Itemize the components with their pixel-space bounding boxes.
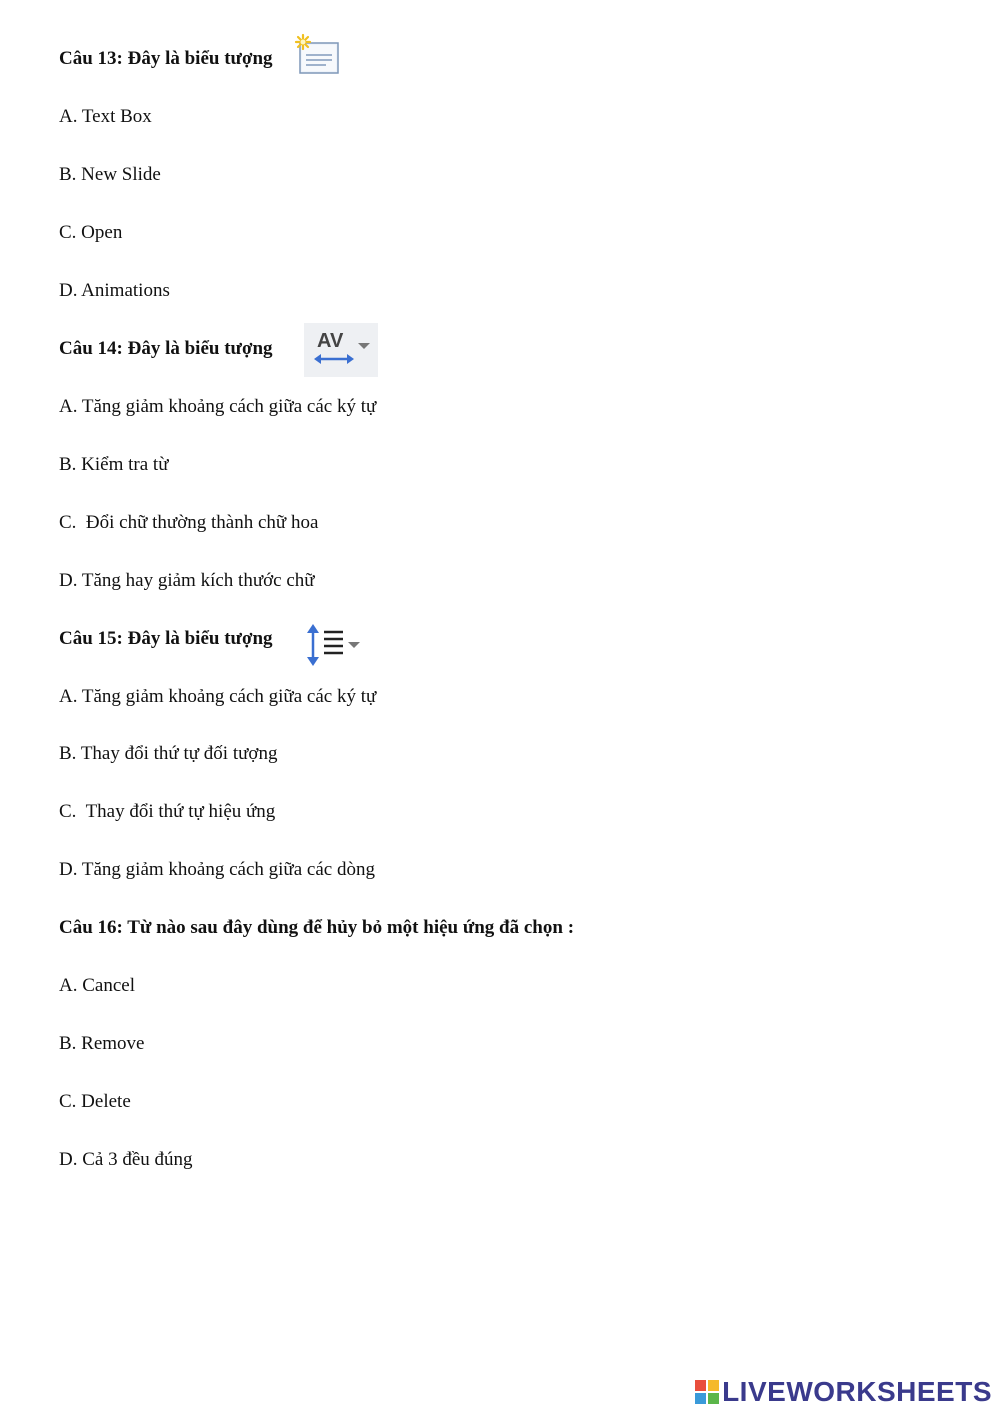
question-13-option-b[interactable]: B. New Slide: [59, 164, 161, 185]
question-14-option-b[interactable]: B. Kiểm tra từ: [59, 454, 169, 475]
liveworksheets-logo[interactable]: [695, 1377, 992, 1407]
liveworksheets-mark-icon: [695, 1380, 719, 1404]
question-14-option-c[interactable]: C. Đổi chữ thường thành chữ hoa: [59, 512, 319, 533]
line-spacing-icon: [303, 622, 365, 668]
question-14-option-d[interactable]: D. Tăng hay giảm kích thước chữ: [59, 570, 315, 591]
question-13-option-a[interactable]: A. Text Box: [59, 106, 152, 127]
question-13-option-c[interactable]: C. Open: [59, 222, 123, 243]
char-spacing-label: AV: [317, 330, 344, 352]
question-16-option-b[interactable]: B. Remove: [59, 1033, 145, 1054]
question-14-title: Câu 14: Đây là biểu tượng: [59, 338, 273, 359]
question-16-option-d[interactable]: D. Cả 3 đều đúng: [59, 1149, 193, 1170]
question-16-option-c[interactable]: C. Delete: [59, 1091, 131, 1112]
question-15-option-b[interactable]: B. Thay đổi thứ tự đối tượng: [59, 743, 278, 764]
question-14-option-a[interactable]: A. Tăng giảm khoảng cách giữa các ký tự: [59, 396, 377, 417]
character-spacing-icon: [304, 323, 378, 377]
question-15-option-d[interactable]: D. Tăng giảm khoảng cách giữa các dòng: [59, 859, 375, 880]
question-13-option-d[interactable]: D. Animations: [59, 280, 170, 301]
liveworksheets-wordmark: LIVEWORKSHEETS: [722, 1376, 992, 1407]
question-15-title: Câu 15: Đây là biểu tượng: [59, 628, 273, 649]
question-16-option-a[interactable]: A. Cancel: [59, 975, 135, 996]
question-13-title: Câu 13: Đây là biểu tượng: [59, 48, 273, 69]
question-15-option-a[interactable]: A. Tăng giảm khoảng cách giữa các ký tự: [59, 686, 377, 707]
question-16-title: Câu 16: Từ nào sau đây dùng để hủy bỏ một hiệu ứng đã chọn :: [59, 917, 575, 938]
new-slide-icon: [292, 33, 342, 77]
question-15-option-c[interactable]: C. Thay đổi thứ tự hiệu ứng: [59, 801, 276, 822]
